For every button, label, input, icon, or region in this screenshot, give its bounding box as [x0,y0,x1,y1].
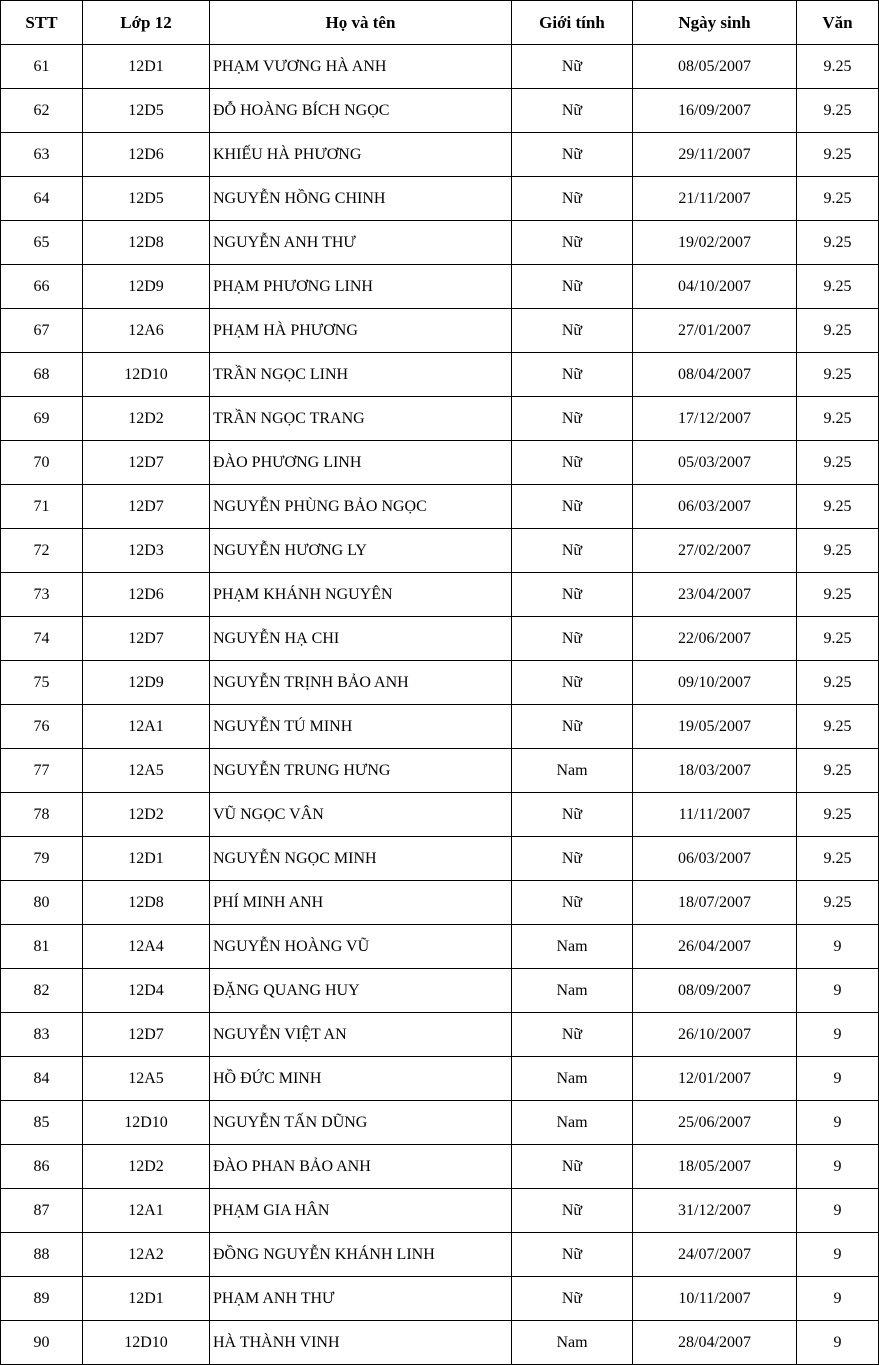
cell-full-name: NGUYỄN TẤN DŨNG [210,1101,512,1145]
cell-class: 12A1 [83,1189,210,1233]
cell-full-name: NGUYỄN TRỊNH BẢO ANH [210,661,512,705]
cell-date-of-birth: 27/01/2007 [633,309,797,353]
cell-literature-score: 9 [797,925,879,969]
cell-stt: 76 [1,705,83,749]
cell-literature-score: 9 [797,1057,879,1101]
table-row [1,1321,879,1365]
cell-full-name: NGUYỄN NGỌC MINH [210,837,512,881]
cell-class: 12A6 [83,309,210,353]
cell-literature-score: 9 [797,1189,879,1233]
cell-date-of-birth: 04/10/2007 [633,265,797,309]
cell-class: 12D2 [83,793,210,837]
cell-gender: Nam [512,1321,633,1365]
cell-literature-score: 9.25 [797,881,879,925]
cell-gender: Nữ [512,1233,633,1277]
cell-class: 12A2 [83,1233,210,1277]
cell-full-name: NGUYỄN PHÙNG BẢO NGỌC [210,485,512,529]
cell-stt: 71 [1,485,83,529]
cell-date-of-birth: 29/11/2007 [633,133,797,177]
cell-gender: Nữ [512,617,633,661]
cell-full-name: NGUYỄN HỒNG CHINH [210,177,512,221]
cell-stt: 86 [1,1145,83,1189]
cell-class: 12D5 [83,177,210,221]
cell-date-of-birth: 05/03/2007 [633,441,797,485]
table-row [1,1189,879,1233]
table-row [1,617,879,661]
cell-stt: 79 [1,837,83,881]
cell-full-name: PHÍ MINH ANH [210,881,512,925]
cell-stt: 87 [1,1189,83,1233]
cell-class: 12D3 [83,529,210,573]
cell-class: 12A5 [83,1057,210,1101]
table-row [1,441,879,485]
cell-full-name: HÀ THÀNH VINH [210,1321,512,1365]
cell-stt: 90 [1,1321,83,1365]
table-row [1,133,879,177]
cell-literature-score: 9.25 [797,485,879,529]
cell-literature-score: 9.25 [797,353,879,397]
cell-literature-score: 9.25 [797,309,879,353]
cell-full-name: ĐỒNG NGUYỄN KHÁNH LINH [210,1233,512,1277]
table-row [1,1101,879,1145]
cell-class: 12D7 [83,485,210,529]
cell-date-of-birth: 11/11/2007 [633,793,797,837]
cell-gender: Nữ [512,133,633,177]
header-full-name: Họ và tên [210,1,512,45]
cell-gender: Nam [512,1101,633,1145]
cell-gender: Nữ [512,265,633,309]
cell-date-of-birth: 21/11/2007 [633,177,797,221]
cell-gender: Nữ [512,661,633,705]
cell-date-of-birth: 18/07/2007 [633,881,797,925]
cell-literature-score: 9 [797,969,879,1013]
cell-stt: 70 [1,441,83,485]
cell-date-of-birth: 08/05/2007 [633,45,797,89]
cell-literature-score: 9.25 [797,573,879,617]
cell-literature-score: 9.25 [797,749,879,793]
cell-literature-score: 9 [797,1233,879,1277]
cell-date-of-birth: 18/05/2007 [633,1145,797,1189]
cell-gender: Nữ [512,529,633,573]
table-row [1,573,879,617]
cell-full-name: PHẠM VƯƠNG HÀ ANH [210,45,512,89]
cell-literature-score: 9.25 [797,221,879,265]
cell-date-of-birth: 19/02/2007 [633,221,797,265]
cell-class: 12D10 [83,1101,210,1145]
cell-full-name: NGUYỄN HẠ CHI [210,617,512,661]
cell-stt: 69 [1,397,83,441]
header-stt: STT [1,1,83,45]
cell-full-name: PHẠM KHÁNH NGUYÊN [210,573,512,617]
table-row [1,749,879,793]
cell-stt: 65 [1,221,83,265]
table-row [1,397,879,441]
table-row [1,1057,879,1101]
cell-gender: Nam [512,925,633,969]
cell-gender: Nam [512,1057,633,1101]
cell-full-name: ĐỖ HOÀNG BÍCH NGỌC [210,89,512,133]
cell-literature-score: 9.25 [797,265,879,309]
cell-full-name: NGUYỄN HƯƠNG LY [210,529,512,573]
table-row [1,1145,879,1189]
cell-date-of-birth: 22/06/2007 [633,617,797,661]
cell-stt: 67 [1,309,83,353]
cell-class: 12D1 [83,837,210,881]
table-row [1,793,879,837]
cell-class: 12D7 [83,441,210,485]
cell-gender: Nam [512,749,633,793]
cell-literature-score: 9.25 [797,89,879,133]
cell-full-name: HỒ ĐỨC MINH [210,1057,512,1101]
cell-gender: Nữ [512,353,633,397]
cell-full-name: PHẠM HÀ PHƯƠNG [210,309,512,353]
cell-gender: Nam [512,969,633,1013]
cell-stt: 80 [1,881,83,925]
table-row [1,705,879,749]
cell-literature-score: 9.25 [797,529,879,573]
cell-date-of-birth: 19/05/2007 [633,705,797,749]
cell-gender: Nữ [512,705,633,749]
cell-gender: Nữ [512,793,633,837]
cell-stt: 72 [1,529,83,573]
table-row [1,309,879,353]
cell-stt: 89 [1,1277,83,1321]
cell-full-name: PHẠM PHƯƠNG LINH [210,265,512,309]
cell-date-of-birth: 26/04/2007 [633,925,797,969]
cell-class: 12D8 [83,881,210,925]
cell-stt: 83 [1,1013,83,1057]
table-row [1,265,879,309]
cell-stt: 88 [1,1233,83,1277]
cell-gender: Nữ [512,397,633,441]
cell-full-name: NGUYỄN TÚ MINH [210,705,512,749]
header-literature-score: Văn [797,1,879,45]
table-row [1,1277,879,1321]
cell-literature-score: 9 [797,1321,879,1365]
cell-stt: 73 [1,573,83,617]
cell-literature-score: 9 [797,1145,879,1189]
cell-literature-score: 9.25 [797,837,879,881]
cell-date-of-birth: 09/10/2007 [633,661,797,705]
cell-literature-score: 9.25 [797,45,879,89]
cell-stt: 82 [1,969,83,1013]
cell-date-of-birth: 12/01/2007 [633,1057,797,1101]
cell-gender: Nữ [512,1013,633,1057]
cell-date-of-birth: 31/12/2007 [633,1189,797,1233]
header-date-of-birth: Ngày sinh [633,1,797,45]
cell-full-name: ĐẶNG QUANG HUY [210,969,512,1013]
cell-literature-score: 9 [797,1277,879,1321]
cell-stt: 85 [1,1101,83,1145]
cell-gender: Nữ [512,837,633,881]
table-row [1,45,879,89]
cell-date-of-birth: 16/09/2007 [633,89,797,133]
cell-full-name: ĐÀO PHƯƠNG LINH [210,441,512,485]
cell-stt: 62 [1,89,83,133]
table-row [1,529,879,573]
cell-class: 12D1 [83,1277,210,1321]
cell-literature-score: 9.25 [797,617,879,661]
cell-gender: Nữ [512,1277,633,1321]
cell-full-name: NGUYỄN ANH THƯ [210,221,512,265]
cell-literature-score: 9.25 [797,793,879,837]
table-row [1,89,879,133]
table-row [1,925,879,969]
cell-literature-score: 9.25 [797,133,879,177]
cell-class: 12D8 [83,221,210,265]
table-row [1,1233,879,1277]
cell-date-of-birth: 25/06/2007 [633,1101,797,1145]
cell-date-of-birth: 08/04/2007 [633,353,797,397]
table-row [1,661,879,705]
cell-date-of-birth: 18/03/2007 [633,749,797,793]
table-row [1,353,879,397]
table-row [1,485,879,529]
cell-stt: 77 [1,749,83,793]
cell-gender: Nữ [512,1145,633,1189]
cell-date-of-birth: 27/02/2007 [633,529,797,573]
cell-date-of-birth: 06/03/2007 [633,485,797,529]
cell-date-of-birth: 26/10/2007 [633,1013,797,1057]
cell-literature-score: 9 [797,1101,879,1145]
cell-full-name: ĐÀO PHAN BẢO ANH [210,1145,512,1189]
cell-stt: 84 [1,1057,83,1101]
cell-full-name: PHẠM GIA HÂN [210,1189,512,1233]
cell-class: 12D7 [83,617,210,661]
cell-stt: 63 [1,133,83,177]
cell-literature-score: 9.25 [797,705,879,749]
cell-full-name: NGUYỄN TRUNG HƯNG [210,749,512,793]
cell-literature-score: 9.25 [797,397,879,441]
cell-gender: Nữ [512,45,633,89]
cell-gender: Nữ [512,1189,633,1233]
header-gender: Giới tính [512,1,633,45]
cell-class: 12D7 [83,1013,210,1057]
cell-full-name: NGUYỄN VIỆT AN [210,1013,512,1057]
table-row [1,881,879,925]
cell-class: 12D6 [83,573,210,617]
cell-gender: Nữ [512,221,633,265]
cell-class: 12D5 [83,89,210,133]
cell-stt: 78 [1,793,83,837]
cell-stt: 74 [1,617,83,661]
table-row [1,1013,879,1057]
cell-class: 12D2 [83,397,210,441]
cell-stt: 81 [1,925,83,969]
cell-date-of-birth: 08/09/2007 [633,969,797,1013]
cell-class: 12D2 [83,1145,210,1189]
table-row [1,837,879,881]
cell-gender: Nữ [512,441,633,485]
cell-class: 12A5 [83,749,210,793]
table-row [1,969,879,1013]
cell-gender: Nữ [512,177,633,221]
cell-date-of-birth: 17/12/2007 [633,397,797,441]
cell-class: 12D4 [83,969,210,1013]
cell-class: 12D10 [83,353,210,397]
table-row [1,177,879,221]
cell-stt: 61 [1,45,83,89]
cell-full-name: TRẦN NGỌC LINH [210,353,512,397]
cell-date-of-birth: 28/04/2007 [633,1321,797,1365]
cell-stt: 66 [1,265,83,309]
cell-class: 12D6 [83,133,210,177]
cell-full-name: PHẠM ANH THƯ [210,1277,512,1321]
cell-class: 12D9 [83,265,210,309]
cell-gender: Nữ [512,309,633,353]
cell-date-of-birth: 06/03/2007 [633,837,797,881]
cell-class: 12D10 [83,1321,210,1365]
cell-date-of-birth: 10/11/2007 [633,1277,797,1321]
cell-stt: 68 [1,353,83,397]
cell-literature-score: 9.25 [797,441,879,485]
cell-literature-score: 9 [797,1013,879,1057]
cell-class: 12D1 [83,45,210,89]
cell-class: 12A4 [83,925,210,969]
cell-full-name: NGUYỄN HOÀNG VŨ [210,925,512,969]
cell-full-name: TRẦN NGỌC TRANG [210,397,512,441]
table-row [1,221,879,265]
cell-class: 12A1 [83,705,210,749]
cell-date-of-birth: 24/07/2007 [633,1233,797,1277]
cell-full-name: VŨ NGỌC VÂN [210,793,512,837]
cell-class: 12D9 [83,661,210,705]
header-row [1,1,879,45]
cell-stt: 75 [1,661,83,705]
cell-gender: Nữ [512,485,633,529]
cell-gender: Nữ [512,89,633,133]
table-header [1,1,879,45]
cell-gender: Nữ [512,573,633,617]
cell-literature-score: 9.25 [797,661,879,705]
table-body [1,45,879,1365]
cell-full-name: KHIẾU HÀ PHƯƠNG [210,133,512,177]
cell-gender: Nữ [512,881,633,925]
cell-literature-score: 9.25 [797,177,879,221]
cell-date-of-birth: 23/04/2007 [633,573,797,617]
header-class: Lớp 12 [83,1,210,45]
cell-stt: 64 [1,177,83,221]
